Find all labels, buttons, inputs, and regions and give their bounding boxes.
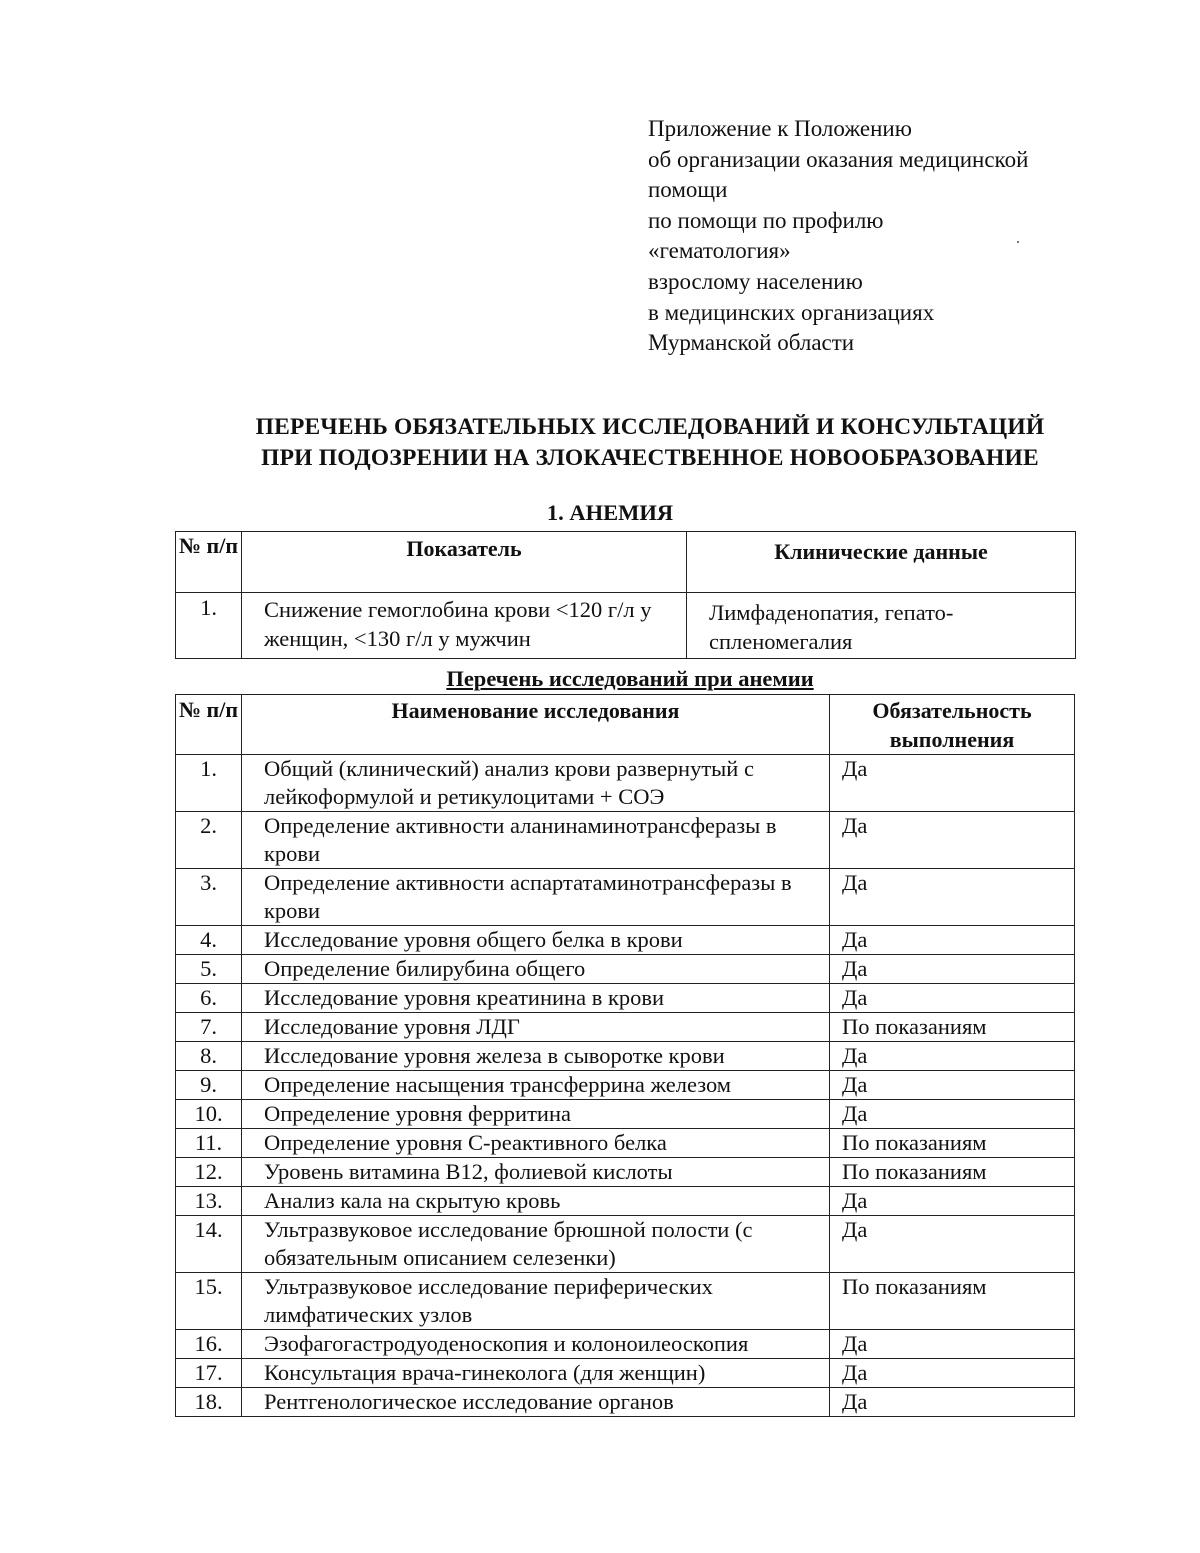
cell-required: Да (830, 1216, 1075, 1273)
cell-required: Да (830, 955, 1075, 984)
table-header-row (176, 695, 1075, 755)
cell-num: 8. (176, 1042, 242, 1071)
cell-name: Определение уровня ферритина (242, 1100, 830, 1129)
table-row (176, 1330, 1075, 1359)
cell-clinical: Лимфаденопатия, гепато-спленомегалия (687, 593, 1076, 659)
table-row (176, 1071, 1075, 1100)
cell-required: По показаниям (830, 1013, 1075, 1042)
cell-num: 4. (176, 926, 242, 955)
table-row (176, 1100, 1075, 1129)
cell-num: 1. (176, 755, 242, 812)
cell-required: Да (830, 1330, 1075, 1359)
cell-indicator: Снижение гемоглобина крови <120 г/л у женщин, <130 г/л у мужчин (242, 593, 687, 659)
cell-num: 17. (176, 1359, 242, 1388)
tests-table (175, 694, 1075, 1417)
table-row (176, 869, 1075, 926)
table-row (176, 1388, 1075, 1417)
header-num: № п/п (176, 695, 242, 755)
table-row (176, 1042, 1075, 1071)
appendix-line: Приложение к Положению (648, 116, 912, 141)
cell-name: Определение насыщения трансферрина железом (242, 1071, 830, 1100)
tests-list-title: Перечень исследований при анемии (446, 666, 814, 691)
appendix-line: взрослому населению (648, 268, 863, 294)
cell-name: Определение активности аспартатаминотрансферазы в крови (242, 869, 830, 926)
table-header-row (176, 532, 1076, 593)
section-title-anemia: 1. АНЕМИЯ (546, 500, 674, 525)
cell-name: Уровень витамина В12, фолиевой кислоты (242, 1158, 830, 1187)
table-row (176, 926, 1075, 955)
appendix-line: Мурманской области (648, 330, 855, 356)
cell-num: 13. (176, 1187, 242, 1216)
appendix-line: «гематология» (648, 238, 791, 264)
cell-name: Определение билирубина общего (242, 955, 830, 984)
table-row (176, 955, 1075, 984)
cell-required: По показаниям (830, 1129, 1075, 1158)
cell-num: 5. (176, 955, 242, 984)
table-row (176, 984, 1075, 1013)
table-row (176, 755, 1075, 812)
cell-num: 11. (176, 1129, 242, 1158)
cell-name: Исследование уровня общего белка в крови (242, 926, 830, 955)
cell-num: 2. (176, 812, 242, 869)
cell-required: Да (830, 755, 1075, 812)
table-row (176, 593, 1076, 659)
cell-num: 9. (176, 1071, 242, 1100)
cell-required: Да (830, 869, 1075, 926)
cell-required: Да (830, 1042, 1075, 1071)
anemia-criteria-table (175, 531, 1076, 659)
cell-name: Эзофагогастродуоденоскопия и колоноилеоскопия (242, 1330, 830, 1359)
cell-required: Да (830, 1071, 1075, 1100)
header-name: Наименование исследования (242, 695, 830, 755)
header-required: Обязательность выполнения (830, 695, 1075, 755)
cell-name: Ультразвуковое исследование брюшной полости (с обязательным описанием селезенки) (242, 1216, 830, 1273)
cell-name: Исследование уровня ЛДГ (242, 1013, 830, 1042)
cell-required: По показаниям (830, 1273, 1075, 1330)
cell-name: Анализ кала на скрытую кровь (242, 1187, 830, 1216)
cell-name: Общий (клинический) анализ крови развернутый с лейкоформулой и ретикулоцитами + СОЭ (242, 755, 830, 812)
appendix-line: в медицинских организациях (648, 299, 935, 325)
cell-num: 18. (176, 1388, 242, 1417)
cell-required: Да (830, 1187, 1075, 1216)
header-clinical: Клинические данные (687, 532, 1076, 593)
header-indicator: Показатель (242, 532, 687, 593)
scan-speck (1017, 241, 1019, 243)
cell-name: Исследование уровня железа в сыворотке крови (242, 1042, 830, 1071)
cell-num: 15. (176, 1273, 242, 1330)
cell-name: Рентгенологическое исследование органов (242, 1388, 830, 1417)
cell-required: Да (830, 1359, 1075, 1388)
document-title (150, 412, 1150, 474)
cell-name: Определение активности аланинаминотрансферазы в крови (242, 812, 830, 869)
cell-name: Определение уровня С-реактивного белка (242, 1129, 830, 1158)
table-row (176, 1129, 1075, 1158)
cell-num: 16. (176, 1330, 242, 1359)
cell-num: 6. (176, 984, 242, 1013)
cell-num: 12. (176, 1158, 242, 1187)
cell-num: 10. (176, 1100, 242, 1129)
cell-required: По показаниям (830, 1158, 1075, 1187)
cell-num: 7. (176, 1013, 242, 1042)
table-row (176, 1273, 1075, 1330)
cell-name: Ультразвуковое исследование периферических лимфатических узлов (242, 1273, 830, 1330)
appendix-header (648, 114, 1098, 359)
document-title-line-2: ПРИ ПОДОЗРЕНИИ НА ЗЛОКАЧЕСТВЕННОЕ НОВООБРАЗОВАНИЕ (261, 445, 1039, 471)
appendix-line: помощи (648, 177, 728, 203)
document-title-line-1: ПЕРЕЧЕНЬ ОБЯЗАТЕЛЬНЫХ ИССЛЕДОВАНИЙ И КОНСУЛЬТАЦИЙ (255, 414, 1045, 440)
cell-required: Да (830, 1100, 1075, 1129)
header-num: № п/п (176, 532, 242, 593)
cell-num: 3. (176, 869, 242, 926)
cell-name: Исследование уровня креатинина в крови (242, 984, 830, 1013)
cell-num: 1. (176, 593, 242, 659)
cell-required: Да (830, 812, 1075, 869)
table-row (176, 1359, 1075, 1388)
table-row (176, 1216, 1075, 1273)
appendix-line: об организации оказания медицинской (648, 146, 1029, 172)
cell-name: Консультация врача-гинеколога (для женщин) (242, 1359, 830, 1388)
table-row (176, 1158, 1075, 1187)
table-row (176, 1013, 1075, 1042)
cell-required: Да (830, 984, 1075, 1013)
cell-required: Да (830, 1388, 1075, 1417)
table-row (176, 1187, 1075, 1216)
appendix-line: по помощи по профилю (648, 207, 884, 233)
tests-table-body (176, 755, 1075, 1417)
cell-required: Да (830, 926, 1075, 955)
table-row (176, 812, 1075, 869)
cell-num: 14. (176, 1216, 242, 1273)
